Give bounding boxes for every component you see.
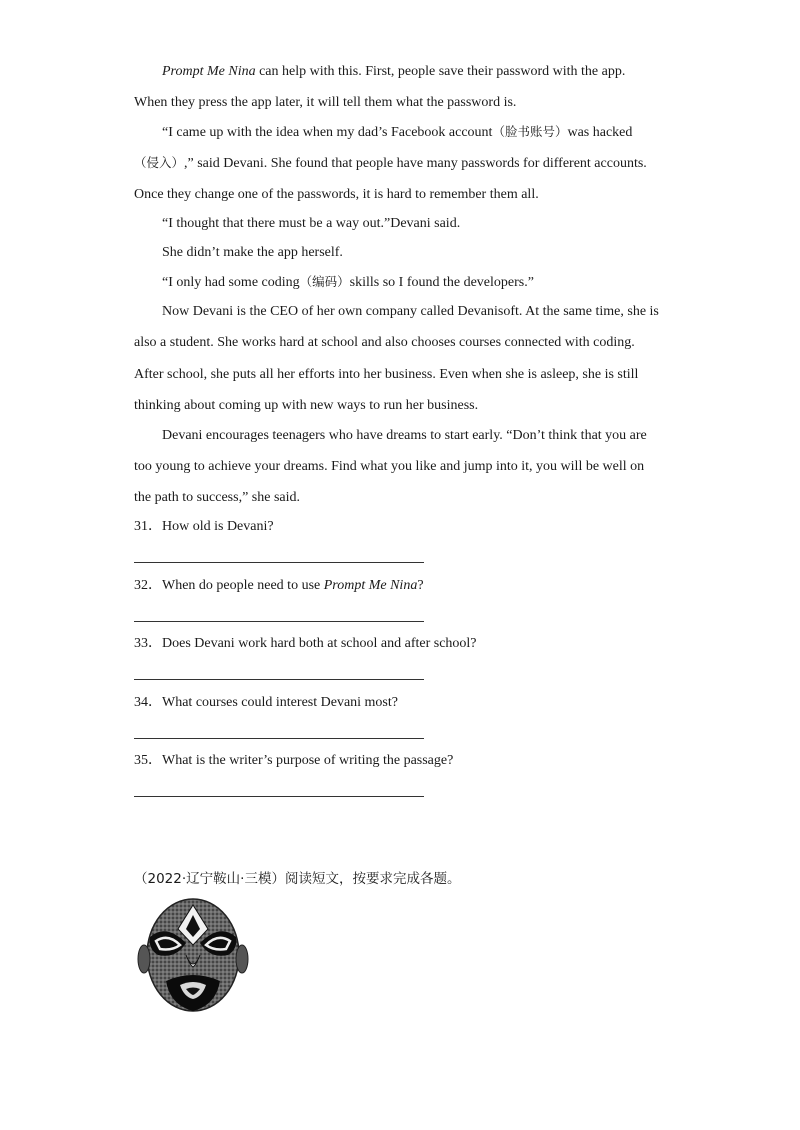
chinese-gloss: （编码） (299, 274, 350, 289)
answer-line[interactable] (134, 679, 424, 680)
answer-line[interactable] (134, 796, 424, 797)
text-span: skills so I found the developers.” (349, 275, 534, 290)
app-name: Prompt Me Nina (323, 578, 418, 593)
passage-line: She didn’t make the app herself. (162, 245, 343, 260)
passage-line: too young to achieve your dreams. Find what you like and jump into it, you will be well on (134, 459, 645, 474)
text-span: “I only had some coding (162, 275, 300, 290)
passage-line: After school, she puts all her efforts into her business. Even when she is asleep, she is still (134, 367, 639, 382)
app-name: Prompt Me Nina (162, 64, 256, 79)
question-32 (134, 577, 424, 595)
passage-line: the path to success,” she said. (134, 490, 301, 505)
question-number: 33． (134, 636, 162, 651)
passage-line: thinking about coming up with new ways to run her business. (134, 398, 479, 413)
text-span: ,” said Devani. She found that people have many passwords for different accounts. (184, 156, 647, 171)
passage-line: Once they change one of the passwords, it is hard to remember them all. (134, 187, 539, 202)
question-35 (134, 752, 453, 770)
passage-line (162, 123, 632, 142)
question-text: What is the writer’s purpose of writing the passage? (162, 753, 454, 768)
question-text: What courses could interest Devani most? (162, 695, 398, 710)
passage-line: also a student. She works hard at school and also chooses courses connected with coding. (134, 335, 635, 350)
question-text: How old is Devani? (162, 519, 274, 534)
answer-line[interactable] (134, 738, 424, 739)
text-span: “I came up with the idea when my dad’s Facebook account (162, 125, 493, 140)
mask-drawing (136, 893, 250, 1027)
peking-opera-mask-icon (136, 893, 250, 1027)
passage-line: Devani encourages teenagers who have dreams to start early. “Don’t think that you are (162, 428, 647, 443)
question-33 (134, 635, 477, 653)
section-source-heading: （2022·辽宁鞍山·三模）阅读短文，按要求完成各题。 (134, 871, 461, 887)
question-text: Does Devani work hard both at school and after school? (162, 636, 477, 651)
chinese-gloss: （脸书账号） (492, 124, 568, 139)
answer-line[interactable] (134, 562, 424, 563)
question-number: 35． (134, 753, 162, 768)
question-number: 34． (134, 695, 162, 710)
text-span: can help with this. First, people save their password with the app. (255, 64, 626, 79)
passage-line: When they press the app later, it will tell them what the password is. (134, 95, 517, 110)
question-31 (134, 518, 274, 536)
passage-line: Now Devani is the CEO of her own company called Devanisoft. At the same time, she is (162, 304, 659, 319)
question-text: ? (417, 578, 424, 593)
answer-line[interactable] (134, 621, 424, 622)
passage-line (162, 63, 625, 81)
question-34 (134, 694, 398, 712)
question-number: 32． (134, 578, 162, 593)
text-span: was hacked (567, 125, 633, 140)
question-text: When do people need to use (162, 578, 324, 593)
chinese-gloss: （侵入） (134, 155, 185, 170)
passage-line (134, 154, 647, 173)
passage-line: “I thought that there must be a way out.”Devani said. (162, 216, 461, 231)
passage-line (162, 273, 534, 292)
question-number: 31． (134, 519, 162, 534)
